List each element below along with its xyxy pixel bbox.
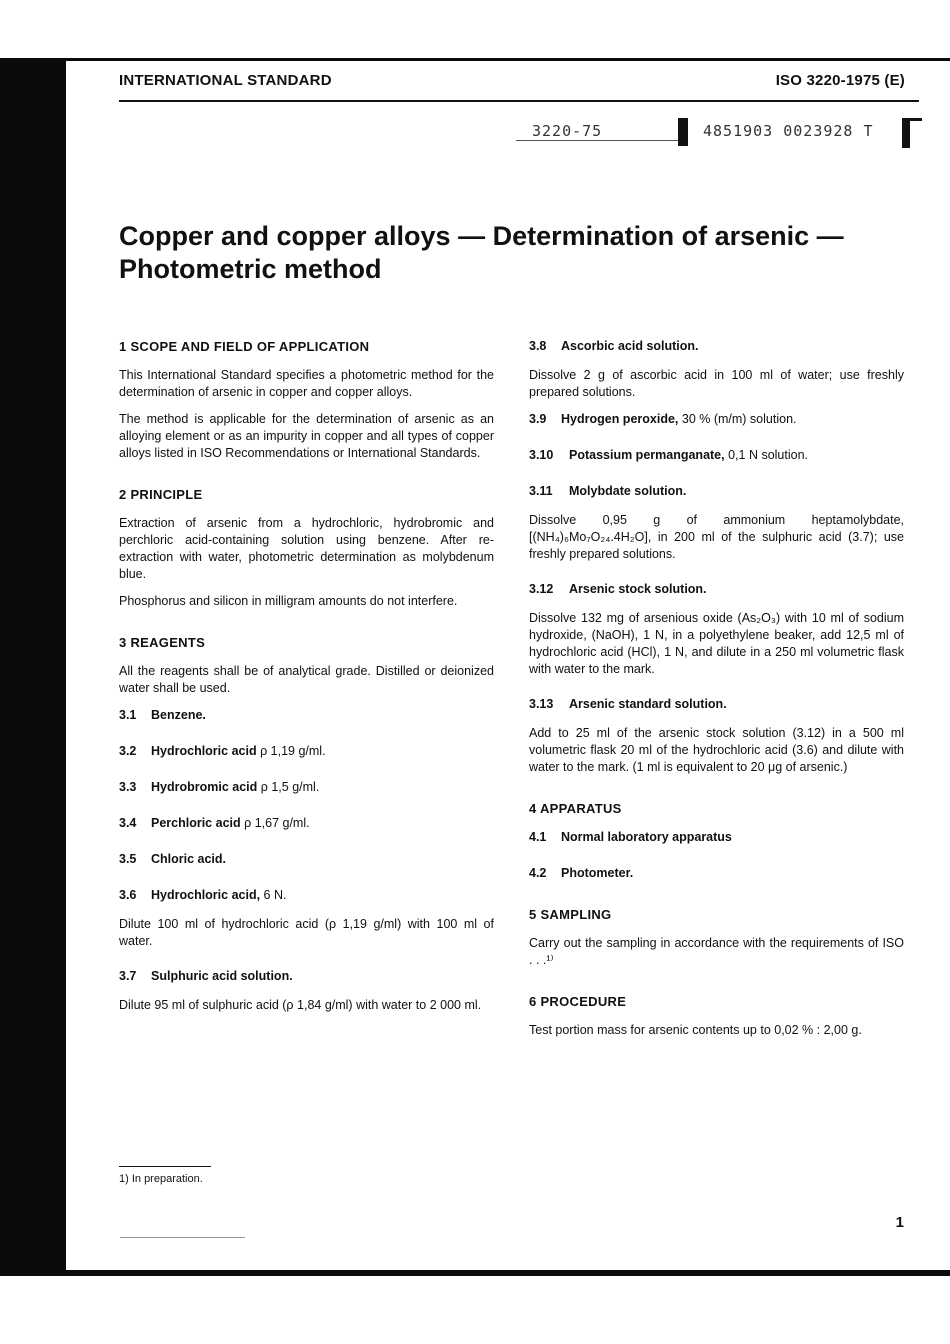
- left-column: [119, 338, 494, 1024]
- reagent-3-12: 3.12 Arsenic stock solution.: [529, 582, 707, 596]
- scan-artifact-line: [120, 1237, 245, 1238]
- reagent-3-5: 3.5 Chloric acid.: [119, 852, 227, 866]
- registration-mark-right-cap: [902, 118, 922, 121]
- section-5-heading: 5 SAMPLING: [529, 907, 612, 922]
- section-2-heading: 2 PRINCIPLE: [119, 487, 203, 502]
- reagent-3-10: 3.10 Potassium permanganate, 0,1 N solution.: [529, 448, 809, 462]
- reagent-3-11-paragraph: Dissolve 0,95 g of ammonium heptamolybdate, [(NH₄)₆Mo₇O₂₄.4H₂O], in 200 ml of the sulphuric acid (3.7); use freshly prepared solutions.: [529, 513, 904, 561]
- reagent-3-9: 3.9 Hydrogen peroxide, 30 % (m/m) solution.: [529, 412, 797, 426]
- reagent-3-4: 3.4 Perchloric acid ρ 1,67 g/ml.: [119, 816, 310, 830]
- section-1-heading: 1 SCOPE AND FIELD OF APPLICATION: [119, 339, 370, 354]
- reagent-3-8-paragraph: Dissolve 2 g of ascorbic acid in 100 ml of water; use freshly prepared solutions.: [529, 368, 904, 399]
- barcode-number: 4851903 0023928 T: [703, 122, 874, 140]
- reagent-3-7-paragraph: Dilute 95 ml of sulphuric acid (ρ 1,84 g/ml) with water to 2 000 ml.: [119, 998, 482, 1012]
- scan-top-margin: [0, 0, 950, 58]
- title-line-1: Copper and copper alloys — Determination of arsenic —: [119, 221, 844, 251]
- section-1-paragraph-2: The method is applicable for the determination of arsenic as an alloying element or as an impurity in copper and all types of copper alloys listed in ISO Recommendations or International Standards.: [119, 412, 494, 460]
- section-6-paragraph: Test portion mass for arsenic contents up to 0,02 % : 2,00 g.: [529, 1023, 862, 1037]
- section-4-heading: 4 APPARATUS: [529, 801, 622, 816]
- title-line-2: Photometric method: [119, 254, 382, 284]
- apparatus-4-2: 4.2 Photometer.: [529, 866, 634, 880]
- reagent-3-1: 3.1 Benzene.: [119, 708, 206, 722]
- reagent-3-6: 3.6 Hydrochloric acid, 6 N.: [119, 888, 287, 902]
- section-3-paragraph: All the reagents shall be of analytical grade. Distilled or deionized water shall be used.: [119, 664, 494, 695]
- reagent-3-13: 3.13 Arsenic standard solution.: [529, 697, 727, 711]
- catalog-code-underline: [516, 140, 686, 141]
- footnote: 1) In preparation.: [119, 1173, 203, 1185]
- section-2-paragraph-1: Extraction of arsenic from a hydrochloric, hydrobromic and perchloric acid-containing solution using benzene. After re-extraction with water, photometric determination as molybdenum blue.: [119, 516, 494, 581]
- scan-bottom-margin: [0, 1276, 950, 1344]
- section-6-heading: 6 PROCEDURE: [529, 994, 627, 1009]
- right-column: [529, 338, 904, 1049]
- document-title: [119, 220, 909, 286]
- section-2-paragraph-2: Phosphorus and silicon in milligram amounts do not interfere.: [119, 594, 458, 608]
- scan-left-edge: [0, 58, 66, 1276]
- registration-mark-right: [902, 118, 910, 148]
- section-3-heading: 3 REAGENTS: [119, 635, 206, 650]
- reagent-3-13-paragraph: Add to 25 ml of the arsenic stock solution (3.12) in a 500 ml volumetric flask 20 ml of the hydrochloric acid (3.6) and dilute with water to the mark. (1 ml is equivalent to 20 μg of arsenic.): [529, 726, 904, 774]
- reagent-3-11: 3.11 Molybdate solution.: [529, 484, 687, 498]
- apparatus-4-1: 4.1 Normal laboratory apparatus: [529, 830, 732, 844]
- scan-top-edge: [66, 58, 950, 61]
- page-number: 1: [895, 1214, 904, 1231]
- reagent-3-3: 3.3 Hydrobromic acid ρ 1,5 g/ml.: [119, 780, 320, 794]
- reagent-3-12-paragraph: Dissolve 132 mg of arsenious oxide (As₂O₃) with 10 ml of sodium hydroxide, (NaOH), 1 N, in a polyethylene beaker, add 12,5 ml of hydrochloric acid (HCl), 1 N, and dilute in a 250 ml volumetric flask with water to the mark.: [529, 611, 904, 676]
- section-5-paragraph: Carry out the sampling in accordance with the requirements of ISO . . .¹⁾: [529, 936, 904, 967]
- section-1-paragraph-1: This International Standard specifies a photometric method for the determination of arsenic in copper and copper alloys.: [119, 368, 494, 399]
- registration-mark-left: [678, 118, 688, 146]
- header-rule: [119, 100, 919, 102]
- header-standard-type: INTERNATIONAL STANDARD: [119, 72, 332, 89]
- reagent-3-2: 3.2 Hydrochloric acid ρ 1,19 g/ml.: [119, 744, 326, 758]
- catalog-code: 3220-75: [532, 122, 603, 140]
- header-standard-number: ISO 3220-1975 (E): [775, 72, 905, 89]
- footnote-rule: [119, 1166, 211, 1167]
- reagent-3-6-paragraph: Dilute 100 ml of hydrochloric acid (ρ 1,19 g/ml) with 100 ml of water.: [119, 917, 494, 948]
- reagent-3-7: 3.7 Sulphuric acid solution.: [119, 969, 293, 983]
- reagent-3-8: 3.8 Ascorbic acid solution.: [529, 339, 699, 353]
